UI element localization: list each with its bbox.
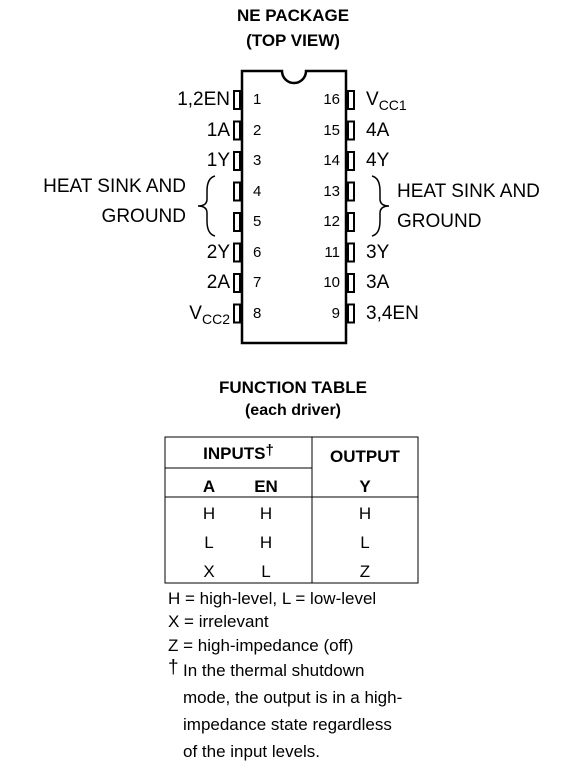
legend-line-2: X = irrelevant [168, 612, 269, 631]
column-header-en: EN [254, 477, 278, 496]
table-cell-r1-c2: H [259, 504, 273, 523]
pin-number-8: 8 [253, 304, 262, 322]
table-cell-r2-c2: H [259, 533, 273, 552]
table-cell-r3-c2: L [261, 562, 271, 581]
pin-number-5: 5 [253, 213, 262, 230]
pin-label-8: $V_{CC2}$ [189, 302, 230, 327]
pin-number-10: 10 [323, 274, 340, 291]
pin-number-16: 16 [323, 91, 340, 108]
table-cell-r1-c3: H [358, 504, 372, 523]
package-title: NE PACKAGE [236, 6, 350, 25]
pin-label-3: 1Y [206, 150, 230, 171]
heat-sink-right-label: HEAT SINK AND GROUND [397, 181, 540, 232]
footnote-mark: † [168, 657, 179, 678]
output-header: OUTPUT [330, 447, 400, 466]
function-table-subtitle: (each driver) [244, 402, 342, 419]
table-cell-r3-c1: X [203, 562, 215, 581]
pin-number-15: 15 [323, 121, 340, 139]
pin-number-6: 6 [253, 243, 262, 261]
pin-number-3: 3 [253, 152, 262, 169]
legend-line-1: H = high-level, L = low-level [168, 589, 377, 608]
column-header-a: A [202, 477, 216, 496]
package-view-label: (TOP VIEW) [246, 31, 340, 50]
inputs-header: INPUTS† [203, 442, 274, 463]
footnote-line-1: In the thermal shutdown [183, 661, 365, 680]
pin-label-10: 3A [366, 272, 390, 293]
pin-number-2: 2 [253, 121, 262, 139]
legend-line-3: Z = high-impedance (off) [168, 636, 354, 655]
function-table-title: FUNCTION TABLE [219, 378, 367, 397]
pin-number-7: 7 [253, 274, 262, 291]
pin-label-1: 1,2EN [177, 89, 230, 110]
pin-number-4: 4 [253, 182, 262, 200]
heat-sink-left-label: HEAT SINK AND GROUND [43, 176, 186, 227]
pin-number-1: 1 [253, 91, 262, 108]
pin-label-7: 2A [206, 272, 230, 293]
pin-number-11: 11 [324, 243, 340, 261]
footnote-line-4: of the input levels. [183, 742, 321, 761]
pin-number-9: 9 [331, 304, 340, 322]
table-cell-r2-c3: L [360, 533, 370, 552]
pin-label-9: 3,4EN [366, 302, 419, 324]
pin-label-2: 1A [206, 119, 230, 141]
pin-number-14: 14 [323, 152, 340, 169]
footnote-line-3: impedance state regardless [183, 715, 392, 734]
pin-label-14: 4Y [366, 150, 390, 171]
pin-label-15: 4A [366, 119, 390, 141]
column-header-y: Y [359, 477, 371, 496]
pin-label-6: 2Y [206, 241, 230, 263]
pin-number-12: 12 [323, 213, 340, 230]
table-cell-r1-c1: H [202, 504, 216, 523]
footnote-line-2: mode, the output is in a high- [183, 688, 403, 707]
table-cell-r2-c1: L [204, 533, 214, 552]
table-cell-r3-c3: Z [359, 562, 371, 581]
pin-label-11: 3Y [366, 241, 390, 263]
pin-label-16: $V_{CC1}$ [366, 89, 407, 113]
pin-number-13: 13 [323, 182, 340, 200]
